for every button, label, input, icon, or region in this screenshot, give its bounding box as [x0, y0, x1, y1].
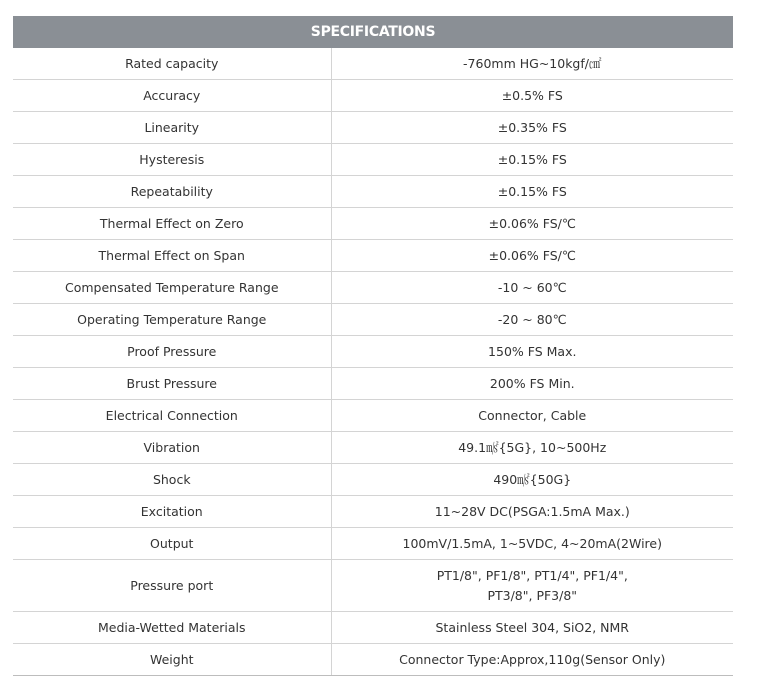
table-row [13, 144, 733, 176]
table-row [13, 644, 733, 676]
spec-value-excitation: 11~28V DC(PSGA:1.5mA Max.) [331, 496, 733, 528]
table-row [13, 48, 733, 80]
table-row [13, 336, 733, 368]
spec-value-electrical-connection: Connector, Cable [331, 400, 733, 432]
spec-label-electrical-connection: Electrical Connection [13, 400, 331, 432]
spec-value-pressure-port [331, 560, 733, 612]
spec-value-repeatability: ±0.15% FS [331, 176, 733, 208]
spec-value-compensated-temperature: -10 ~ 60℃ [331, 272, 733, 304]
table-row [13, 400, 733, 432]
spec-label-pressure-port: Pressure port [13, 560, 331, 612]
spec-label-excitation: Excitation [13, 496, 331, 528]
spec-label-output: Output [13, 528, 331, 560]
spec-label-repeatability: Repeatability [13, 176, 331, 208]
spec-value-thermal-effect-span: ±0.06% FS/℃ [331, 240, 733, 272]
spec-value-shock: 490㎨{50G} [331, 464, 733, 496]
specifications-table [13, 16, 733, 676]
spec-value-accuracy: ±0.5% FS [331, 80, 733, 112]
spec-value-linearity: ±0.35% FS [331, 112, 733, 144]
spec-value-vibration: 49.1㎨{5G}, 10~500Hz [331, 432, 733, 464]
table-row [13, 304, 733, 336]
spec-label-hysteresis: Hysteresis [13, 144, 331, 176]
table-row [13, 80, 733, 112]
table-row [13, 176, 733, 208]
spec-label-brust-pressure: Brust Pressure [13, 368, 331, 400]
spec-value-hysteresis: ±0.15% FS [331, 144, 733, 176]
table-row [13, 612, 733, 644]
spec-label-media-wetted-materials: Media-Wetted Materials [13, 612, 331, 644]
table-row [13, 560, 733, 612]
table-row [13, 528, 733, 560]
table-row [13, 432, 733, 464]
table-row [13, 112, 733, 144]
spec-value-rated-capacity: -760mm HG~10kgf/㎠ [331, 48, 733, 80]
spec-value-operating-temperature: -20 ~ 80℃ [331, 304, 733, 336]
table-row [13, 272, 733, 304]
spec-value-thermal-effect-zero: ±0.06% FS/℃ [331, 208, 733, 240]
table-row [13, 464, 733, 496]
table-header: SPECIFICATIONS [13, 16, 733, 48]
spec-label-weight: Weight [13, 644, 331, 676]
spec-label-thermal-effect-span: Thermal Effect on Span [13, 240, 331, 272]
spec-value-brust-pressure: 200% FS Min. [331, 368, 733, 400]
spec-label-proof-pressure: Proof Pressure [13, 336, 331, 368]
spec-value-proof-pressure: 150% FS Max. [331, 336, 733, 368]
spec-label-thermal-effect-zero: Thermal Effect on Zero [13, 208, 331, 240]
spec-value-output: 100mV/1.5mA, 1~5VDC, 4~20mA(2Wire) [331, 528, 733, 560]
spec-label-compensated-temperature: Compensated Temperature Range [13, 272, 331, 304]
table-row [13, 208, 733, 240]
table-row [13, 240, 733, 272]
pressure-port-line-1: PT1/8", PF1/8", PT1/4", PF1/4", [436, 567, 628, 583]
table-header-row [13, 16, 733, 48]
spec-label-operating-temperature: Operating Temperature Range [13, 304, 331, 336]
spec-label-rated-capacity: Rated capacity [13, 48, 331, 80]
spec-label-accuracy: Accuracy [13, 80, 331, 112]
spec-label-linearity: Linearity [13, 112, 331, 144]
spec-label-vibration: Vibration [13, 432, 331, 464]
spec-value-media-wetted-materials: Stainless Steel 304, SiO2, NMR [331, 612, 733, 644]
spec-label-shock: Shock [13, 464, 331, 496]
pressure-port-line-2: PT3/8", PF3/8" [487, 587, 578, 603]
spec-value-weight: Connector Type:Approx,110g(Sensor Only) [331, 644, 733, 676]
table-row [13, 496, 733, 528]
table-row [13, 368, 733, 400]
